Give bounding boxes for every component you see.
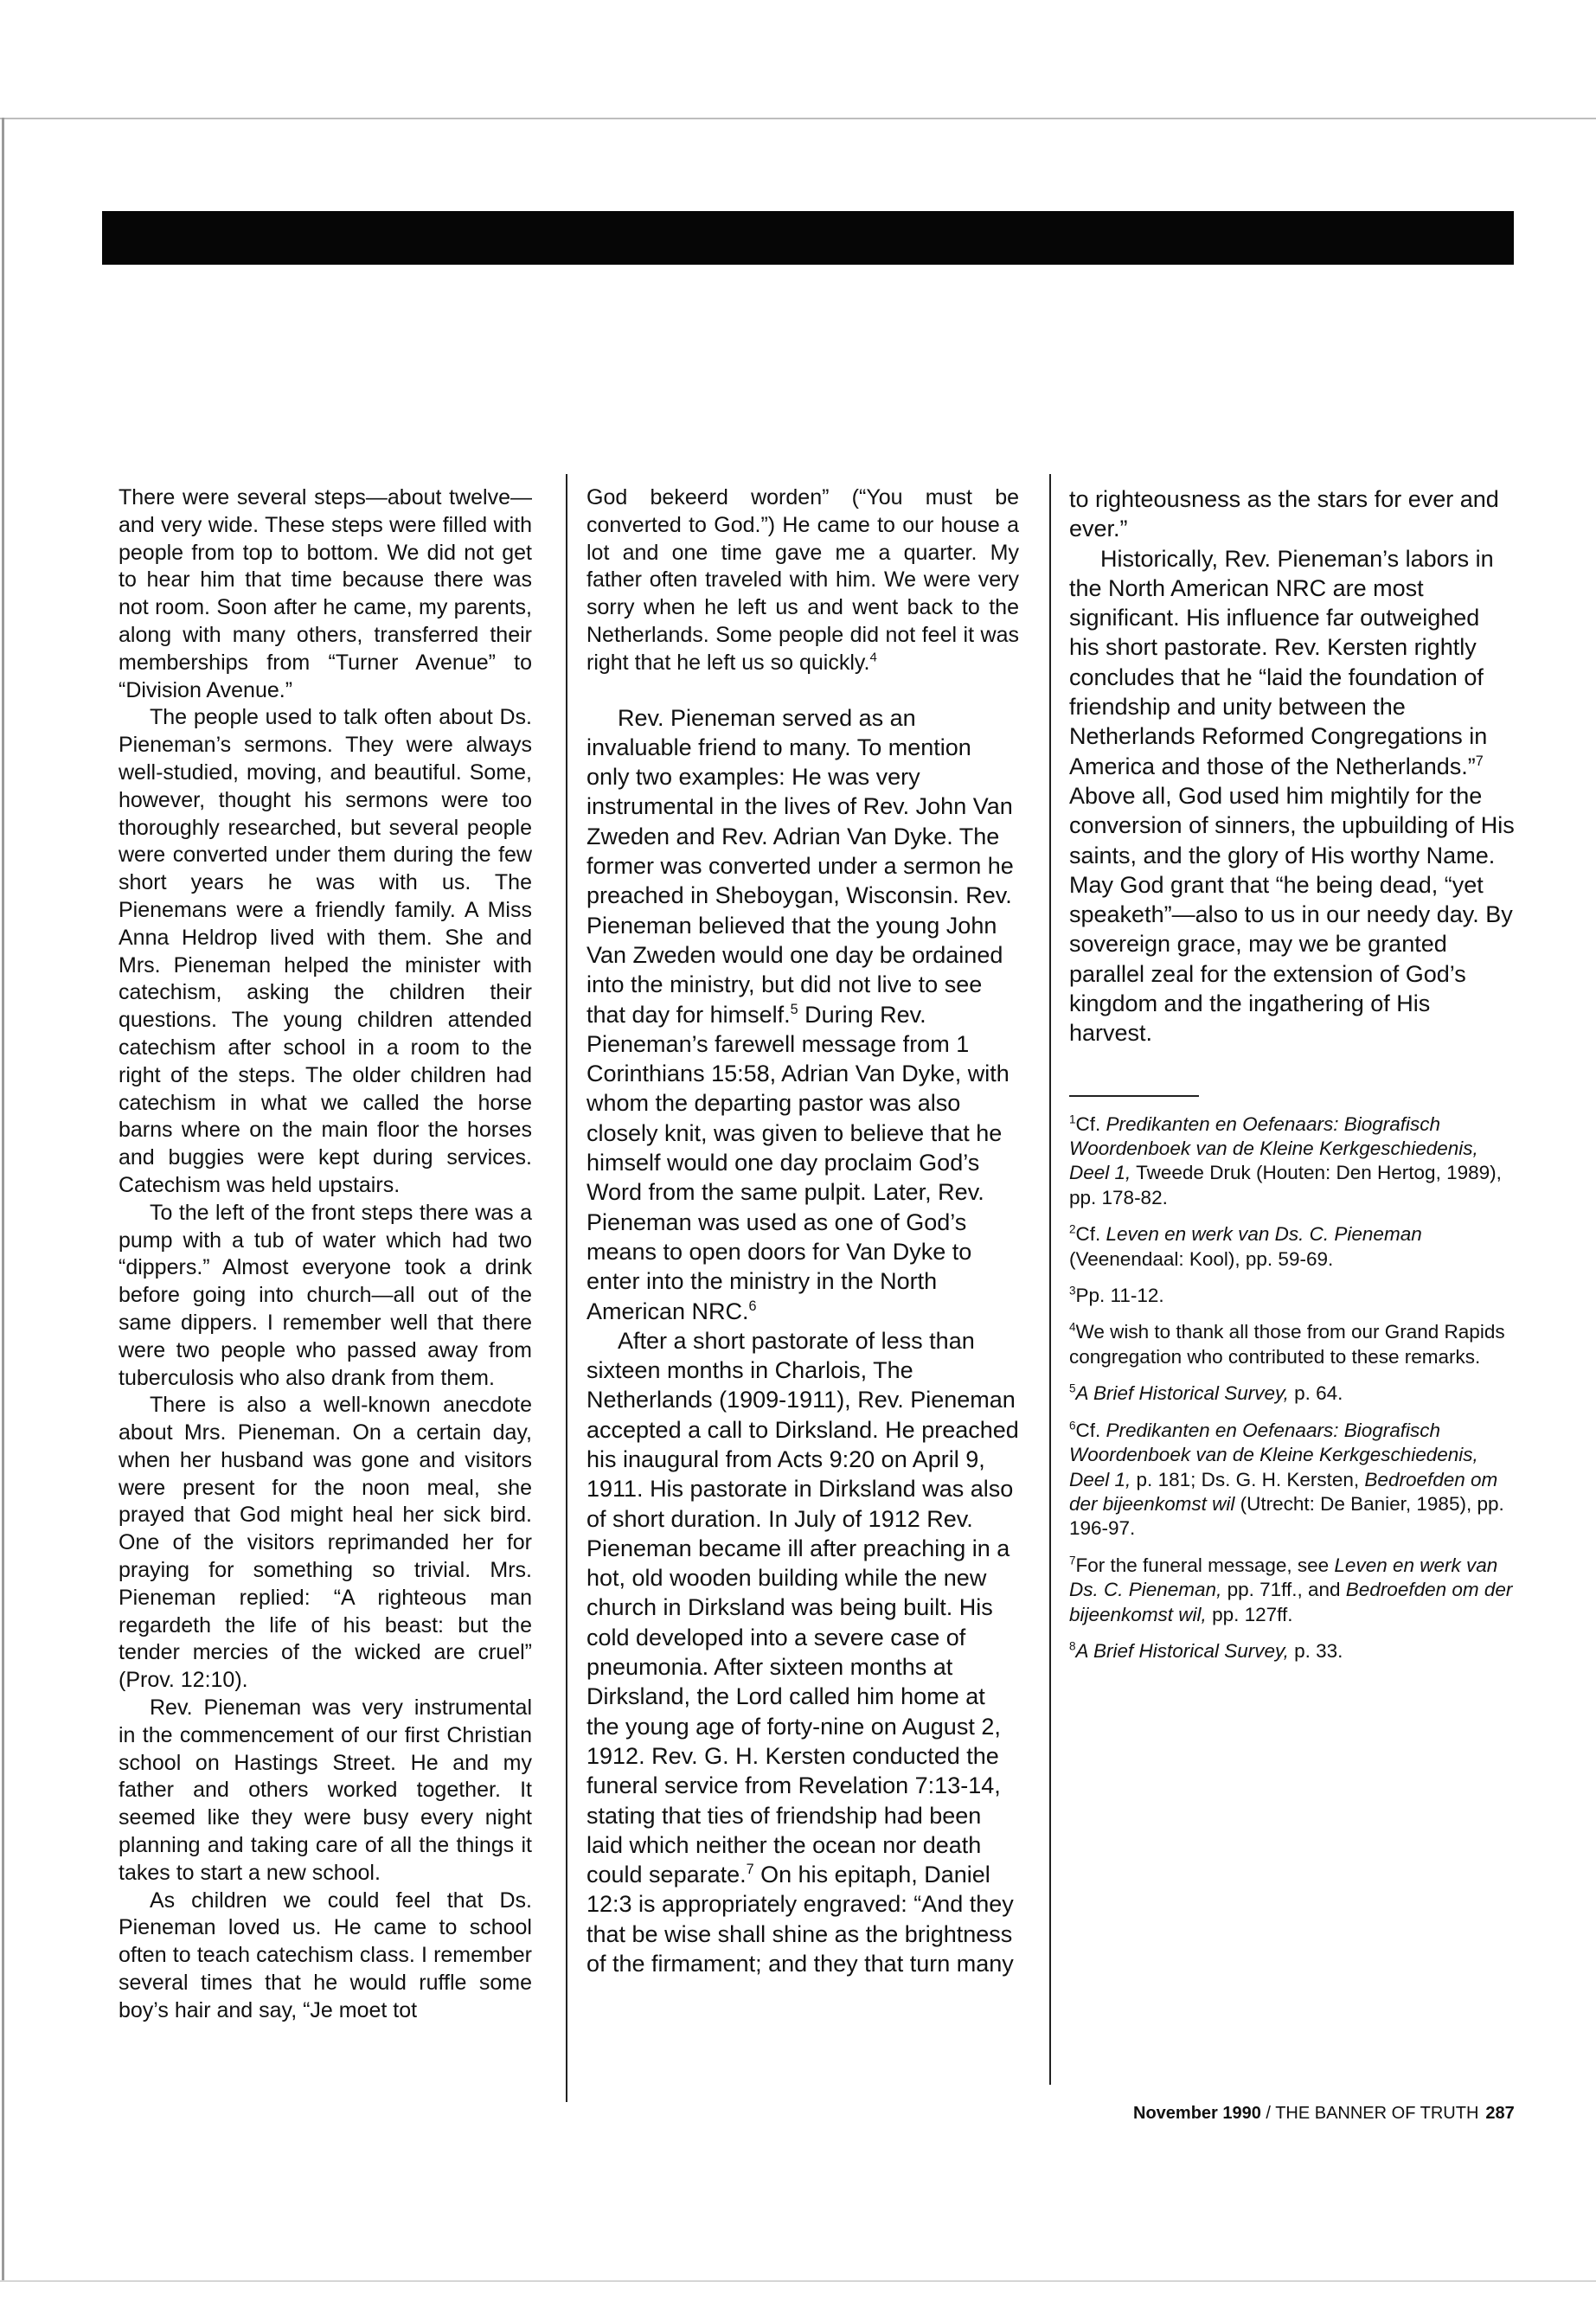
- footnote: $^6$Cf. Predikanten en Oefenaars: Biografisch Woordenboek van de Kleine Kerkgeschiedenis, Deel 1, p. 181; Ds. G. H. Kersten, Bedroefden om der bijeenkomst wil (Utrecht: De Banier, 1985), pp. 196-97.: [1069, 1419, 1504, 1540]
- footnote: $^3$Pp. 11-12.: [1069, 1284, 1164, 1307]
- page-footer: [1133, 2104, 1515, 2124]
- paragraph: To the left of the front steps there was a pump with a tub of water which had two “dippers.” Almost everyone took a drink before going into church—all out of the same dippers. I remember well that there were two people who passed away from tuberculosis who also drank from them.: [119, 1200, 532, 1390]
- page-number: 287: [1485, 2104, 1515, 2123]
- footnote: $^8$A Brief Historical Survey, p. 33.: [1069, 1639, 1343, 1662]
- paragraph: Rev. Pieneman served as an invaluable friend to many. To mention only two examples: He was very instrumental in the lives of Rev. John Van Zweden and Rev. Adrian Van Dyke. The former was converted under a sermon he preached in Sheboygan, Wisconsin. Rev. Pieneman believed that the young John Van Zweden would one day be ordained into the ministry, but did not live to see that day for himself.$^5$ During Rev. Pieneman’s farewell message from 1 Corinthians 15:58, Adrian Van Dyke, with whom the departing pastor was also closely knit, was given to believe that he himself would one day proclaim God’s Word from the same pulpit. Later, Rev. Pieneman was used as one of God’s means to open doors for Van Dyke to enter into the ministry in the North American NRC.$^6$: [586, 704, 1014, 1324]
- paragraph: There is also a well-known anecdote about Mrs. Pieneman. On a certain day, when her husband was gone and visitors were present for the noon meal, she prayed that God might heal her sick bird. One of the visitors reprimanded her for praying for something so trivial. Mrs. Pieneman replied: “A righteous man regardeth the life of his beast: but the tender mercies of the wicked are cruel” (Prov. 12:10).: [119, 1393, 532, 1693]
- page-bottom-edge: [0, 2280, 1596, 2282]
- column-divider: [1049, 474, 1051, 2085]
- footnote-ref: 4: [869, 650, 877, 665]
- footnote-ref: 7: [1475, 753, 1484, 769]
- paragraph: Historically, Rev. Pieneman’s labors in the North American NRC are most significant. His influence far outweighed his short pastorate. Rev. Kersten rightly concludes that he “laid the foundation of friendship and unity between the Netherlands Reformed Congregations in America and those of the Netherlands.”$^7$ Above all, God used him mightily for the conversion of sinners, the upbuilding of His saints, and the glory of His worthy Name. May God grant that “he being dead, “yet speaketh”—also to us in our needy day. By sovereign grace, may we be granted parallel zeal for the extension of God’s kingdom and the ingathering of His harvest.: [1069, 545, 1515, 1047]
- paragraph: As children we could feel that Ds. Pieneman loved us. He came to school often to teach catechism class. I remember several times that he would ruffle some boy’s hair and say, “Je moet tot: [119, 1888, 532, 2022]
- footnotes: [1069, 1112, 1515, 1664]
- paragraph: God bekeerd worden” (“You must be converted to God.”) He came to our house a lot and one time gave me a quarter. My father often traveled with him. We were very sorry when he left us and went back to the Netherlands. Some people did not feel it was right that he left us so quickly.$^4$: [586, 485, 1019, 675]
- paragraph: to righteousness as the stars for ever and ever.”: [1069, 486, 1499, 542]
- publication-name: THE BANNER OF TRUTH: [1275, 2104, 1479, 2123]
- footnote: $^5$A Brief Historical Survey, p. 64.: [1069, 1381, 1343, 1405]
- footnote: $^2$Cf. Leven en werk van Ds. C. Pieneman (Veenendaal: Kool), pp. 59-69.: [1069, 1222, 1422, 1270]
- footer-separator: /: [1260, 2104, 1276, 2123]
- footnote-ref: 7: [746, 1862, 754, 1878]
- column-1: [119, 484, 532, 2025]
- paragraph: After a short pastorate of less than sixteen months in Charlois, The Netherlands (1909-1911), Rev. Pieneman accepted a call to Dirksland. He preached his inaugural from Acts 9:20 on April 9, 1911. His pastorate in Dirksland was also of short duration. In July of 1912 Rev. Pieneman became ill after preaching in a hot, old wooden building while the new church in Dirksland was being built. His cold developed into a severe case of pneumonia. After sixteen months at Dirksland, the Lord called him home at the young age of forty-nine on August 2, 1912. Rev. G. H. Kersten conducted the funeral service from Revelation 7:13-14, stating that ties of friendship had been laid which neither the ocean nor death could separate.$^7$ On his epitaph, Daniel 12:3 is appropriately engraved: “And they that be wise shall shine as the brightness of the firmament; and they that turn many: [586, 1327, 1019, 1977]
- footnote-ref: 5: [790, 1001, 798, 1017]
- page-left-edge: [2, 118, 4, 2280]
- column-3: [1069, 484, 1515, 1676]
- footnote: $^7$For the funeral message, see Leven en werk van Ds. C. Pieneman, pp. 71ff., and Bedroefden om der bijeenkomst wil, pp. 127ff.: [1069, 1554, 1513, 1625]
- footnote-ref: 6: [748, 1298, 757, 1314]
- paragraph: Rev. Pieneman was very instrumental in the commencement of our first Christian school on Hastings Street. He and my father and others worked together. It seemed like they were busy every night planning and taking care of all the things it takes to start a new school.: [119, 1695, 532, 1885]
- column-divider: [566, 474, 567, 2102]
- header-banner: [102, 211, 1514, 265]
- footnote: $^4$We wish to thank all those from our Grand Rapids congregation who contributed to these remarks.: [1069, 1320, 1505, 1368]
- footnote-rule: [1069, 1095, 1199, 1097]
- column-2: [586, 484, 1019, 1978]
- paragraph: There were several steps—about twelve—and very wide. These steps were filled with people from top to bottom. We did not get to hear him that time because there was not room. Soon after he came, my parents, along with many others, transferred their memberships from “Turner Avenue” to “Division Avenue.”: [119, 485, 532, 702]
- paragraph: The people used to talk often about Ds. Pieneman’s sermons. They were always well-studied, moving, and beautiful. Some, however, thought his sermons were too thoroughly researched, but several people were converted under them during the few short years he was with us. The Pienemans were a friendly family. A Miss Anna Heldrop lived with them. She and Mrs. Pieneman helped the minister with catechism, asking the children their questions. The young children attended catechism after school in a room to the right of the steps. The older children had catechism in what we called the horse barns where on the main floor the horses and buggies were kept during services. Catechism was held upstairs.: [119, 705, 532, 1197]
- page-top-edge: [0, 118, 1596, 119]
- issue-date: November 1990: [1133, 2104, 1261, 2123]
- footnote: $^1$Cf. Predikanten en Oefenaars: Biografisch Woordenboek van de Kleine Kerkgeschiedenis, Deel 1, Tweede Druk (Houten: Den Hertog, 1989), pp. 178-82.: [1069, 1112, 1502, 1208]
